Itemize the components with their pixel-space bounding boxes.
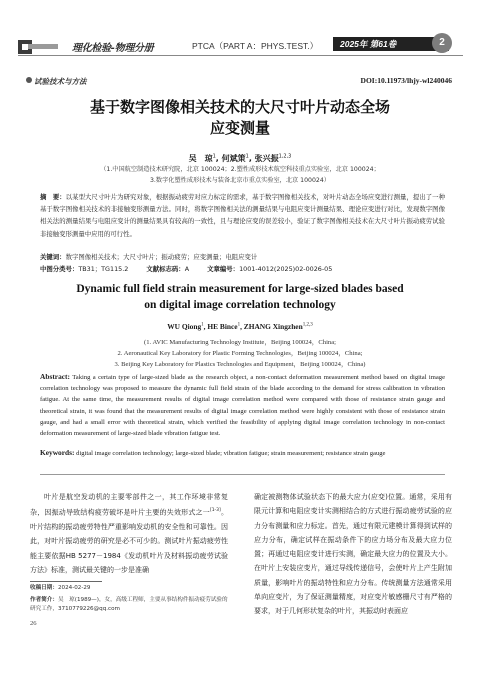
author-bio-value: 吴 琼(1989—)，女，高级工程师，主要从事结构件振动疲劳试验的研究工作，3710779226@qq.com — [30, 597, 228, 612]
doc-code — [146, 265, 189, 273]
zh-affiliation-line-1: （1.中国航空制造技术研究院，北京 100024；2.塑性成形技术航空科技重点实验室，北京 100024； — [100, 166, 380, 173]
zh-author-sup: 1,2,3 — [278, 153, 292, 160]
zh-author-name: 张兴振 — [254, 154, 279, 163]
author-bio-label: 作者简介： — [30, 597, 58, 603]
header-rule — [18, 55, 463, 56]
en-affiliation-line-2: 2. Aeronautical Key Laboratory for Plastic Forming Technologies，Beijing 100024，China; — [117, 350, 363, 357]
body-text: 。叶片结构的振动疲劳特性严重影响发动机的安全性和可靠性。因此，对叶片振动疲劳的研究是必不可少的。测试叶片振动疲劳性能主要依据HB 5277－1984《发动机叶片及材料振动疲劳试验方法》标准，测试最关键的一步是准确 — [30, 508, 229, 574]
zh-author-sup: 1 — [212, 153, 216, 160]
zh-author-name: 吴 琼 — [188, 154, 213, 163]
en-abstract — [40, 371, 445, 439]
zh-classification — [40, 264, 348, 273]
en-affiliation-line-1: (1. AVIC Manufacturing Technology Institute，Beijing 100024，China; — [144, 339, 336, 346]
journal-name: 理化检验-物理分册 — [72, 43, 154, 54]
zh-abstract — [40, 191, 445, 240]
en-affiliation-line-3: 3. Beijing Key Laboratory for Plastics Technologies and Equipment，Beijing 100024，China) — [114, 361, 366, 368]
footnote-rule — [30, 581, 102, 582]
received-value: 2024-02-29 — [57, 585, 91, 591]
page-number: 26 — [30, 620, 37, 627]
zh-abstract-label: 摘 要： — [40, 193, 66, 201]
zh-title-line-1: 基于数字图像相关技术的大尺寸叶片动态全场 — [89, 98, 390, 116]
en-abstract-text: Taking a certain type of large-sized blade as the research object, a non-contact deformation measurement method based on digital image correlation technology was proposed to measure the dynamic full field strain of the blade according to the demand for stress calibration in vibration fatigue. At the same time, the measurement results of digital image correlation method were compared with those of resistance strain gauge and theoretical strain, it was found that the measurement results of digital image correlation method were highly consistent with those of resistance strain gauge, and had a small error with theoretical strain, which verified the feasibility of applying digital image correlation technology in non-contact deformation measurement of large-sized blade vibration fatigue test. — [40, 374, 446, 438]
journal-logo — [18, 38, 60, 56]
en-keywords-text: digital image correlation technology; large-sized blade; vibration fatigue; strain measurement; resistance strain gauge — [76, 450, 386, 457]
clc-value: TB31；TG115.2 — [78, 265, 129, 273]
en-author-name: WU Qiong — [167, 322, 202, 331]
section-divider — [40, 474, 445, 475]
zh-affiliation-line-2: 3.数字化塑性成形技术与装备北京市重点实验室，北京 100024） — [150, 177, 330, 184]
journal-code: PTCA（PART A：PHYS.TEST.） — [192, 41, 319, 51]
zh-abstract-text: 以某型大尺寸叶片为研究对象，根据振动疲劳对应力标定的需求，基于数字图像相关技术，对叶片动态全场应变进行测量，提出了一种基于数字图像相关技术的非接触变形测量方法。同时，将数字图像相关法的测量结果与电阻应变计测量结果、理论应变进行对比，发现数字图像相关法的测量结果与电阻应变计的测量结果具有较高的一致性，且与理论应变的误差较小，验证了数字图像相关技术在大尺寸叶片振动疲劳试验非接触变形测量中应用的可行性。 — [40, 193, 445, 238]
en-author-sup: 1,2,3 — [302, 322, 313, 328]
en-keywords-label: Keywords: — [40, 448, 75, 457]
en-author-sup: 1 — [237, 322, 241, 328]
body-column-left — [30, 490, 228, 577]
zh-title-line-2: 应变测量 — [209, 119, 270, 137]
article-no-label: 文章编号： — [207, 265, 240, 273]
zh-authors: 吴 琼$^1$, 何斌策$^1$, 张兴振$^{1,2,3}$ — [188, 153, 292, 163]
body-column-right — [254, 490, 452, 619]
doi[interactable]: DOI:10.11973/lhjy-wl240046 — [360, 76, 452, 85]
body-paragraph: 确定被测物体试验状态下的最大应力(应变)位置。通常，采用有限元计算和电阻应变计实测相结合的方式进行振动疲劳试验的应力分布测量和应力标定。首先，通过有限元建模计算得到试样的应力分布，确定试样在振动条件下的应力场分布及最大应力位置；再通过电阻应变计进行实测，确定最大应力的位置及大小。在叶片上安装应变片，通过导线传递信号，会使叶片上产生附加质量，影响叶片的振动特性和应力分布。传统测量方法通常采用单向应变片，为了保证测量精度，对应变片敏感栅尺寸有严格的要求，对于几何形状复杂的叶片，其振动时表面应 — [254, 493, 452, 616]
en-author-sup: 1 — [201, 322, 204, 328]
doc-code-value: A — [184, 265, 190, 273]
received-label: 收稿日期： — [30, 585, 58, 591]
en-authors: WU Qiong$^1$, HE Bince$^1$, ZHANG Xingzhen$^{1,2,3}$ — [167, 322, 313, 331]
citation[interactable]: [1-3] — [209, 508, 221, 514]
year-issue: 2025年 第61卷 — [340, 39, 397, 49]
article-number — [207, 265, 332, 273]
clc-number — [40, 265, 128, 273]
zh-keywords-text: 数字图像相关技术；大尺寸叶片；振动疲劳；应变测量；电阻应变计 — [65, 253, 258, 261]
en-author-name: HE Bince — [207, 322, 238, 331]
issue-number: 2 — [432, 33, 452, 53]
body-text: 叶片是航空发动机的主要零部件之一，其工作环境非常复杂，因振动导致结构疲劳破坏是叶片主要的失效形式之一 — [30, 493, 228, 517]
column-tag-icon — [26, 77, 32, 83]
en-title-line-1: Dynamic full field strain measurement for large-sized blades based — [76, 283, 404, 295]
clc-label: 中图分类号： — [40, 265, 79, 273]
en-title-line-2: on digital image correlation technology — [144, 299, 336, 311]
article-no-value: 1001-4012(2025)02-0026-05 — [239, 265, 333, 273]
column-tag: 试验技术与方法 — [34, 77, 87, 86]
zh-author-name: 何斌策 — [221, 154, 246, 163]
zh-keywords-label: 关键词： — [40, 253, 66, 261]
en-keywords — [40, 447, 445, 459]
footnote-received — [30, 584, 228, 593]
body-paragraph — [30, 490, 228, 577]
zh-author-sup: 1 — [245, 153, 249, 160]
doc-code-label: 文献标志码： — [146, 265, 185, 273]
zh-keywords — [40, 252, 445, 261]
footnote-author — [30, 596, 228, 614]
en-abstract-label: Abstract: — [40, 372, 70, 381]
en-author-name: ZHANG Xingzhen — [243, 322, 303, 331]
